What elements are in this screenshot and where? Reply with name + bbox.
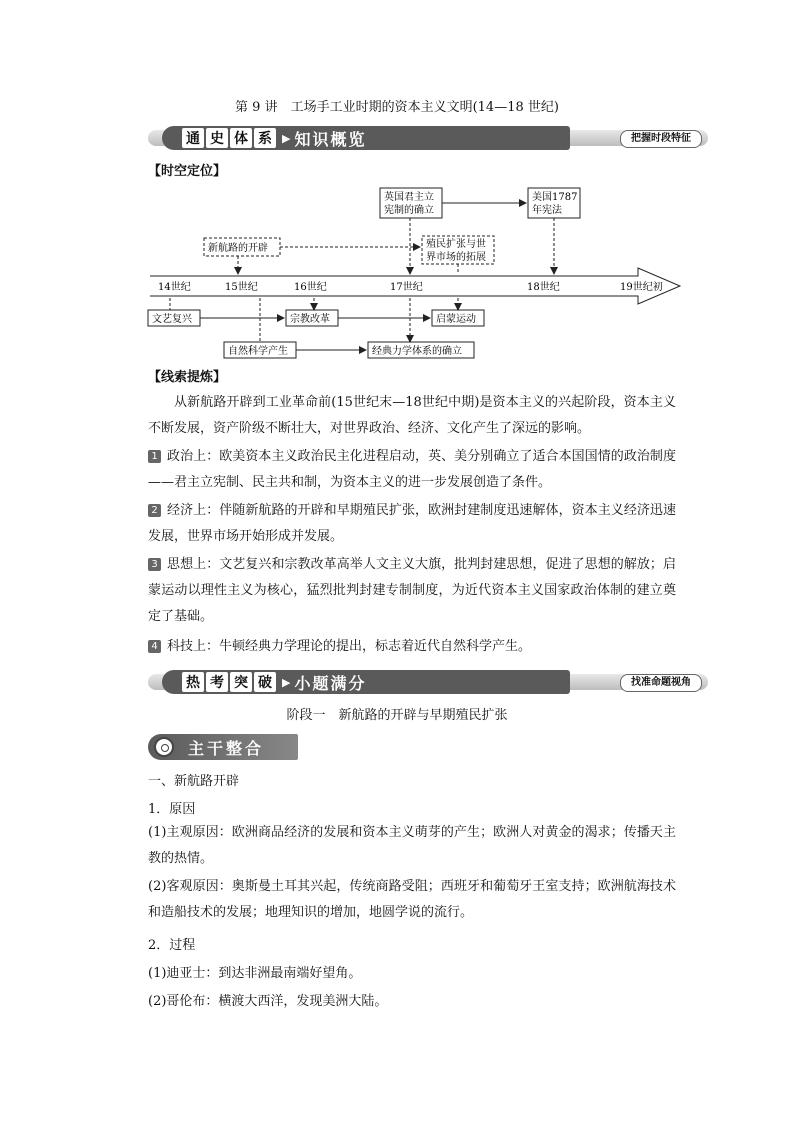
point-paragraph: 3 思想上：文艺复兴和宗教改革高举人文主义大旗，批判封建思想，促进了思想的解放；启蒙运动以理性主义为核心，猛烈批判封建专制制度，为近代资本主义国家政治体制的建立奠定了基础。 [148,557,676,624]
target-icon [154,737,174,757]
heading-1: 一、新航路开辟 [148,774,240,789]
page-title: 第 9 讲 工场手工业时期的资本主义文明(14—18 世纪) [235,100,559,115]
event-label: 宗教改革 [290,314,330,325]
tick-label: 19世纪初 [620,282,663,293]
process-item: (1)迪亚士：到达非洲最南端好望角。 [148,966,362,981]
number-badge-icon: 4 [148,640,161,653]
badge-label: 主干整合 [188,739,265,758]
banner-subtitle: 小题满分 [294,673,367,693]
event-label: 美国1787 [532,192,578,203]
reason-paragraph: (2)客观原因：奥斯曼土耳其兴起，传统商路受阻；西班牙和葡萄牙王室支持；欧洲航海技术和造船技术的发展；地理知识的增加，地圆学说的流行。 [148,879,676,920]
reason-paragraph: (1)主观原因：欧洲商品经济的发展和资本主义萌芽的产生；欧洲人对黄金的渴求；传播天主教的热情。 [148,825,676,866]
banner-char: 系 [254,128,276,148]
triangle-right-icon: ▶ [282,675,291,689]
section-label-clues: 【线索提炼】 [148,370,227,385]
banner-tag: 找准命题视角 [620,674,702,692]
timeline-diagram [140,178,700,363]
point-paragraph: 2 经济上：伴随新航路的开辟和早期殖民扩张，欧洲封建制度迅速解体，资本主义经济迅速发展，世界市场开始形成并发展。 [148,503,676,544]
banner-char: 史 [206,128,228,148]
tick-label: 18世纪 [527,282,560,293]
triangle-right-icon: ▶ [282,131,291,145]
heading-2: 1．原因 [148,802,196,817]
event-label: 宪制的确立 [384,205,434,216]
tick-label: 14世纪 [158,282,191,293]
banner-char: 体 [230,128,252,148]
banner-char: 破 [254,672,276,692]
stage-title: 阶段一 新航路的开辟与早期殖民扩张 [286,708,508,723]
section-banner-hot [148,670,708,692]
banner-char: 通 [182,128,204,148]
banner-char: 热 [182,672,204,692]
number-badge-icon: 3 [148,558,161,571]
event-label: 英国君主立 [384,192,434,203]
banner-char: 突 [230,672,252,692]
event-label: 新航路的开辟 [208,243,268,254]
event-label: 文艺复兴 [152,314,192,325]
process-item: (2)哥伦布：横渡大西洋，发现美洲大陆。 [148,994,388,1009]
event-label: 经典力学体系的确立 [372,346,462,357]
event-label: 自然科学产生 [228,346,288,357]
tick-label: 15世纪 [225,282,258,293]
intro-paragraph: 从新航路开辟到工业革命前(15世纪末—18世纪中期)是资本主义的兴起阶段，资本主义不断发展，资产阶级不断壮大，对世界政治、经济、文化产生了深远的影响。 [148,395,676,436]
point-paragraph: 1 政治上：欧美资本主义政治民主化进程启动，英、美分别确立了适合本国国情的政治制度——君主立宪制、民主共和制，为资本主义的进一步发展创造了条件。 [148,449,676,490]
section-banner-overview [148,126,708,148]
heading-2: 2．过程 [148,938,196,953]
banner-subtitle: 知识概览 [294,129,367,149]
number-badge-icon: 2 [148,504,161,517]
tick-label: 16世纪 [294,282,327,293]
event-label: 界市场的拓展 [426,252,486,263]
banner-char: 考 [206,672,228,692]
tick-label: 17世纪 [390,282,423,293]
section-label-spacetime: 【时空定位】 [148,164,227,179]
event-label: 启蒙运动 [436,314,476,325]
section-badge [148,734,298,760]
event-label: 殖民扩张与世 [426,239,486,250]
point-paragraph: 4 科技上：牛顿经典力学理论的提出，标志着近代自然科学产生。 [148,634,676,660]
banner-tag: 把握时段特征 [620,130,702,148]
event-label: 年宪法 [532,205,562,216]
number-badge-icon: 1 [148,450,161,463]
